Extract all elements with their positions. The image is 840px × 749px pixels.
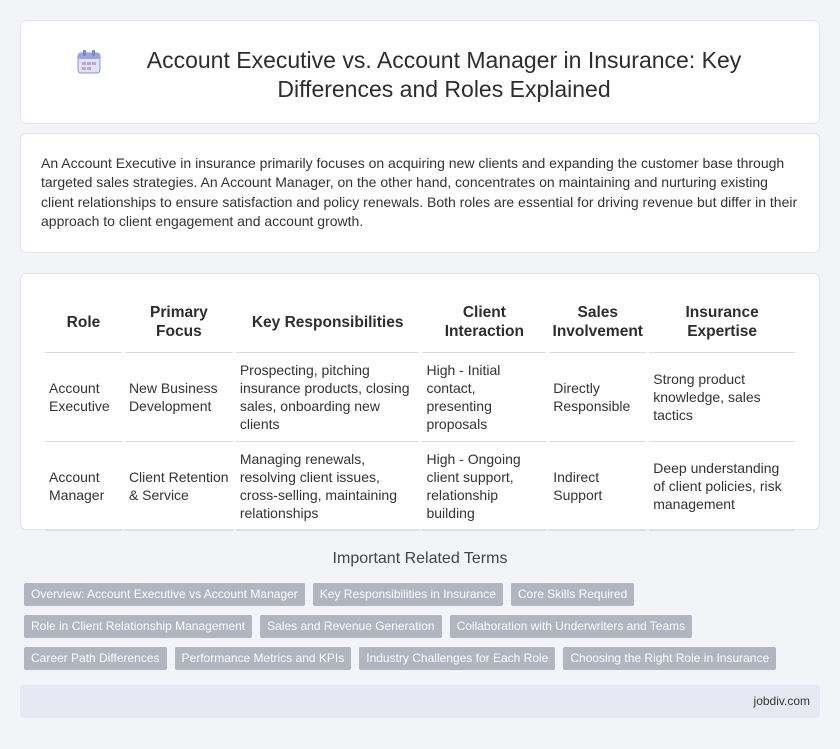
table-cell: Deep understanding of client policies, risk management — [649, 442, 795, 531]
related-term-tag[interactable]: Key Responsibilities in Insurance — [313, 583, 503, 606]
table-cell: Directly Responsible — [549, 353, 646, 442]
intro-card — [20, 133, 820, 253]
table-cell: Indirect Support — [549, 442, 646, 531]
footer — [20, 685, 820, 718]
column-header: Primary Focus — [125, 292, 233, 353]
related-term-tag[interactable]: Industry Challenges for Each Role — [359, 647, 555, 670]
header-card — [20, 20, 820, 124]
comparison-table — [42, 292, 798, 531]
related-term-tag[interactable]: Choosing the Right Role in Insurance — [563, 647, 776, 670]
table-cell: Prospecting, pitching insurance products, closing sales, onboarding new clients — [236, 353, 420, 442]
related-terms-title: Important Related Terms — [332, 550, 508, 567]
column-header: Key Responsibilities — [236, 292, 420, 353]
calendar-icon — [76, 49, 102, 75]
related-term-tag[interactable]: Performance Metrics and KPIs — [175, 647, 352, 670]
table-cell: Client Retention & Service — [125, 442, 233, 531]
table-cell: Account Executive — [45, 353, 122, 442]
table-cell: Managing renewals, resolving client issues, cross-selling, maintaining relationships — [236, 442, 420, 531]
column-header: Insurance Expertise — [649, 292, 795, 353]
table-cell: New Business Development — [125, 353, 233, 442]
table-cell: Account Manager — [45, 442, 122, 531]
page-title: Account Executive vs. Account Manager in Insurance: Key Differences and Roles Explained — [146, 47, 742, 102]
column-header: Sales Involvement — [549, 292, 646, 353]
column-header: Role — [45, 292, 122, 353]
footer-site-link[interactable]: jobdiv.com — [753, 694, 810, 708]
comparison-table-card — [20, 273, 820, 530]
related-term-tag[interactable]: Collaboration with Underwriters and Teams — [450, 615, 693, 638]
related-term-tag[interactable]: Overview: Account Executive vs Account Manager — [24, 583, 305, 606]
column-header: Client Interaction — [422, 292, 546, 353]
related-terms-list — [24, 583, 824, 679]
intro-text: An Account Executive in insurance primarily focuses on acquiring new clients and expanding the customer base through targeted sales strategies. An Account Manager, on the other hand, concentrates on maintaining and nurturing existing client relationships to ensure satisfaction and policy renewals. Both roles are essential for driving revenue but differ in their approach to client engagement and account growth. — [41, 155, 798, 229]
related-term-tag[interactable]: Sales and Revenue Generation — [260, 615, 441, 638]
table-cell: Strong product knowledge, sales tactics — [649, 353, 795, 442]
table-row — [45, 442, 795, 531]
related-term-tag[interactable]: Career Path Differences — [24, 647, 167, 670]
table-row — [45, 353, 795, 442]
table-header-row — [45, 292, 795, 353]
related-term-tag[interactable]: Core Skills Required — [511, 583, 634, 606]
table-cell: High - Ongoing client support, relationship building — [422, 442, 546, 531]
related-term-tag[interactable]: Role in Client Relationship Management — [24, 615, 252, 638]
table-cell: High - Initial contact, presenting proposals — [422, 353, 546, 442]
